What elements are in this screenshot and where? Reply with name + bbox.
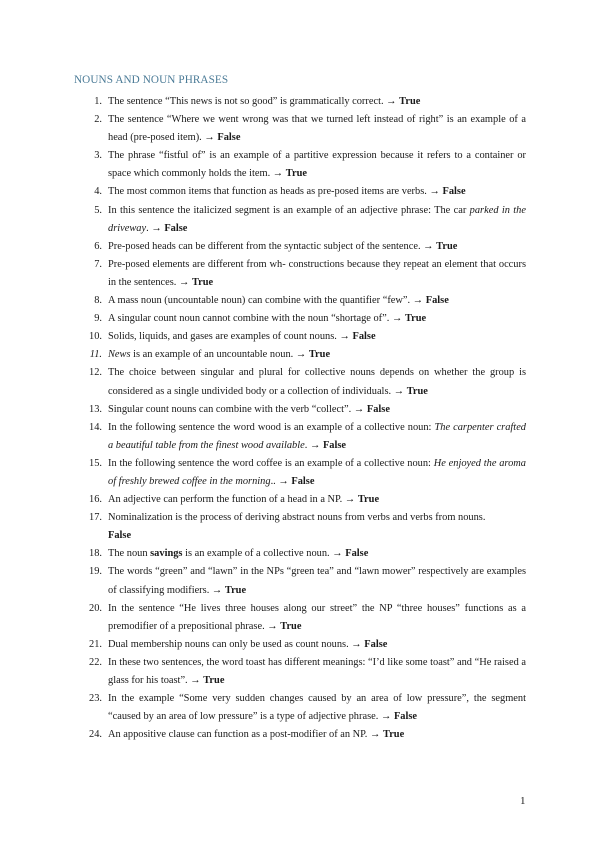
answer-label: False: [164, 222, 188, 234]
list-item: [74, 256, 526, 292]
statement-text: is an example of a collective noun.: [182, 548, 330, 560]
arrow-icon: →: [344, 494, 356, 506]
item-number: 20.: [89, 602, 102, 614]
list-item: [74, 563, 526, 599]
statement-text: The phrase “fistful of” is an example of a partitive expression because it refers to a container or space which commonly holds the item.: [108, 150, 526, 180]
arrow-icon: →: [309, 439, 321, 451]
item-number: 10.: [89, 331, 102, 343]
section-heading: NOUNS AND NOUN PHRASES: [74, 74, 229, 86]
list-item: [74, 147, 526, 183]
statement-text: parked in the driveway: [108, 204, 526, 234]
statement-text: .: [304, 439, 308, 451]
answer-label: True: [383, 729, 405, 741]
item-number: 9.: [94, 313, 102, 325]
statement-text: .: [146, 222, 149, 234]
list-item: [74, 292, 526, 310]
arrow-icon: →: [332, 548, 343, 560]
statement-text: savings: [150, 548, 183, 560]
answer-label: False: [108, 530, 132, 542]
list-item: [74, 491, 526, 509]
answer-label: False: [345, 548, 369, 560]
list-item: [74, 600, 526, 636]
arrow-icon: →: [204, 132, 215, 144]
arrow-icon: →: [412, 295, 424, 307]
item-number: 15.: [89, 457, 102, 469]
item-number: 16.: [89, 494, 102, 506]
item-number: 5.: [94, 204, 102, 216]
answer-label: True: [308, 349, 331, 361]
list-item: [74, 401, 526, 419]
question-list: [74, 93, 526, 744]
statement-text: ..: [270, 475, 276, 487]
arrow-icon: →: [393, 385, 405, 397]
item-number: 7.: [94, 258, 102, 270]
answer-label: False: [364, 638, 388, 650]
list-item: [74, 509, 526, 545]
arrow-icon: →: [351, 638, 362, 650]
answer-label: False: [291, 475, 315, 487]
statement-text: Pre-posed heads can be different from the syntactic subject of the sentence.: [108, 240, 421, 252]
statement-text: In this sentence the italicized segment is an example of an adjective phrase: The car: [108, 204, 470, 216]
statement-text: Singular count nouns can combine with the verb “collect”.: [108, 403, 352, 415]
arrow-icon: →: [429, 186, 440, 198]
answer-label: True: [192, 276, 214, 288]
statement-text: The carpenter crafted a beautiful table from the finest wood available: [108, 421, 526, 451]
statement-text: The sentence “Where we went wrong was that we turned left instead of right” is an example of a head (pre-posed item).: [108, 114, 526, 144]
answer-label: True: [404, 313, 427, 325]
statement-text: In these two sentences, the word toast has different meanings: “I’d like some toast” and “He raised a glass for his toast”.: [108, 656, 526, 686]
list-item: [74, 310, 526, 328]
list-item: [74, 202, 526, 238]
list-item: [74, 364, 526, 400]
answer-label: True: [436, 240, 458, 252]
item-number: 19.: [89, 566, 102, 578]
arrow-icon: →: [339, 331, 350, 343]
item-number: 11.: [89, 349, 102, 361]
list-item: [74, 419, 526, 455]
item-number: 4.: [94, 186, 102, 198]
statement-text: is an example of an uncountable noun.: [130, 349, 294, 361]
answer-label: True: [285, 168, 307, 180]
arrow-icon: →: [179, 276, 190, 288]
arrow-icon: →: [370, 729, 381, 741]
item-number: 17.: [89, 512, 102, 524]
item-number: 13.: [89, 403, 102, 415]
list-item: [74, 636, 526, 654]
arrow-icon: →: [190, 675, 201, 686]
arrow-icon: →: [295, 349, 307, 361]
statement-text: The words “green” and “lawn” in the NPs “green tea” and “lawn mower” respectively are examples of classifying modifiers.: [108, 566, 526, 596]
statement-text: News: [108, 349, 131, 361]
statement-text: Dual membership nouns can only be used as count nouns.: [108, 638, 349, 650]
item-number: 18.: [89, 548, 102, 560]
item-number: 23.: [89, 693, 102, 705]
statement-text: He enjoyed the aroma of freshly brewed coffee in the morning: [108, 457, 526, 487]
item-number: 21.: [89, 638, 102, 650]
answer-label: False: [442, 186, 466, 198]
page-number: 1: [520, 795, 526, 807]
statement-text: An adjective can perform the function of a head in a NP.: [108, 494, 343, 506]
item-number: 24.: [89, 729, 102, 741]
item-number: 2.: [94, 114, 102, 126]
statement-text: Nominalization is the process of deriving abstract nouns from verbs and verbs from nouns.: [108, 512, 486, 524]
answer-label: True: [280, 620, 302, 632]
arrow-icon: →: [386, 96, 397, 107]
answer-label: False: [393, 711, 418, 723]
statement-text: The noun: [108, 548, 151, 560]
list-item: [74, 238, 526, 256]
statement-text: Pre-posed elements are different from wh- constructions because they repeat an element that occurs in the sentences.: [108, 258, 526, 288]
answer-label: False: [366, 403, 390, 415]
list-item: [74, 111, 526, 147]
list-item: [74, 328, 526, 346]
arrow-icon: →: [272, 168, 284, 180]
answer-label: True: [357, 494, 380, 506]
arrow-icon: →: [353, 403, 365, 415]
statement-text: The choice between singular and plural for collective nouns depends on whether the group is considered as a single undivided body or a collection of individuals.: [108, 367, 526, 397]
answer-label: False: [217, 132, 241, 144]
statement-text: In the sentence “He lives three houses along our street” the NP “three houses” functions as a premodifier of a prepositional phrase.: [108, 602, 526, 632]
arrow-icon: →: [423, 240, 434, 252]
item-number: 14.: [89, 421, 102, 433]
list-item: [74, 93, 526, 111]
statement-text: The sentence “This news is not so good” is grammatically correct.: [108, 96, 384, 107]
arrow-icon: →: [391, 313, 403, 325]
item-number: 8.: [94, 295, 102, 307]
answer-label: True: [399, 96, 421, 107]
item-number: 22.: [89, 656, 102, 668]
answer-label: True: [203, 675, 225, 686]
list-item: [74, 455, 526, 491]
list-item: [74, 690, 526, 726]
statement-text: In the following sentence the word wood is an example of a collective noun:: [108, 421, 435, 433]
arrow-icon: →: [211, 584, 223, 596]
statement-text: The most common items that function as heads as pre-posed items are verbs.: [108, 186, 427, 198]
list-item: [74, 545, 526, 563]
statement-text: An appositive clause can function as a post-modifier of an NP.: [108, 729, 368, 741]
list-item: [74, 183, 526, 201]
answer-label: True: [406, 385, 428, 397]
item-number: 3.: [94, 150, 102, 162]
statement-text: In the following sentence the word coffee is an example of a collective noun:: [108, 457, 434, 469]
item-number: 1.: [94, 96, 102, 107]
statement-text: In the example “Some very sudden changes caused by an area of low pressure”, the segment “caused by an area of low pressure” is a type of adjective phrase.: [108, 693, 526, 723]
arrow-icon: →: [151, 222, 162, 234]
item-number: 12.: [89, 367, 102, 379]
statement-text: A singular count noun cannot combine with the noun “shortage of”.: [108, 313, 390, 325]
arrow-icon: →: [380, 711, 392, 723]
answer-label: False: [352, 331, 376, 343]
item-number: 6.: [94, 240, 102, 252]
arrow-icon: →: [278, 475, 289, 487]
answer-label: True: [224, 584, 247, 596]
list-item: [74, 346, 526, 364]
answer-label: False: [425, 295, 449, 307]
answer-label: False: [322, 439, 347, 451]
statement-text: A mass noun (uncountable noun) can combine with the quantifier “few”.: [108, 295, 411, 307]
list-item: [74, 726, 526, 744]
list-item: [74, 654, 526, 690]
statement-text: Solids, liquids, and gases are examples of count nouns.: [108, 331, 337, 343]
arrow-icon: →: [267, 620, 278, 632]
